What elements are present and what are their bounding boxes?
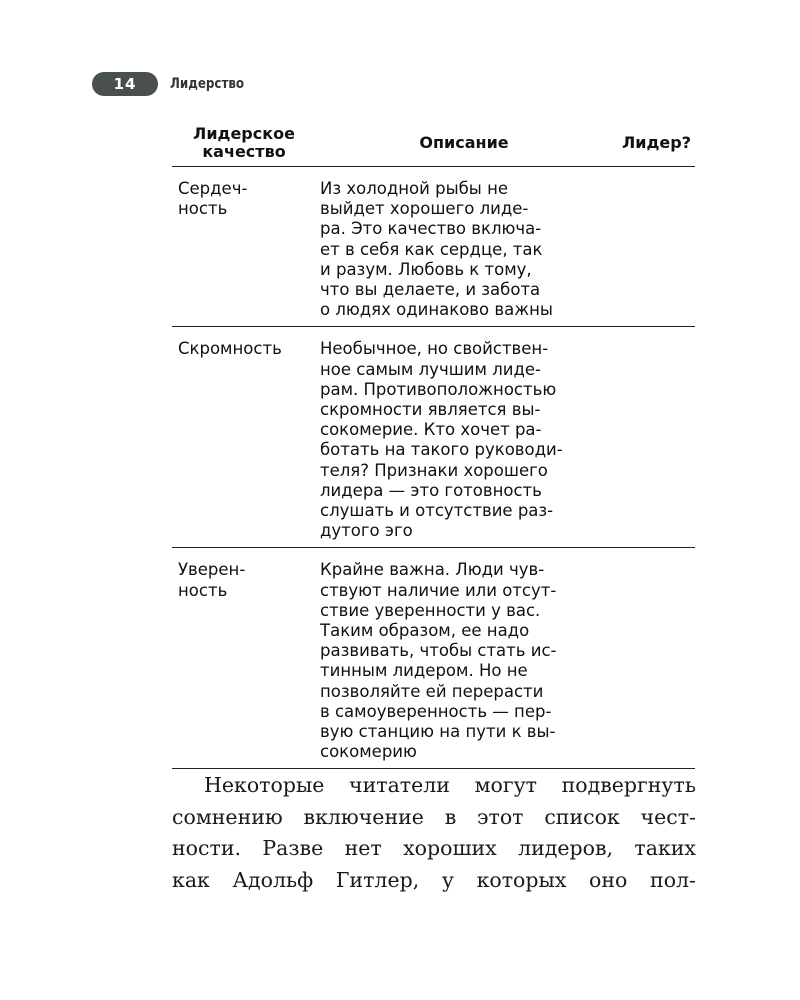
running-title: Лидерство <box>170 76 245 92</box>
body-line: сомнению включение в этот список чест- <box>172 804 696 829</box>
description-line: теля? Признаки хорошего <box>320 460 548 480</box>
body-line: ности. Разве нет хороших лидеров, таких <box>172 836 696 860</box>
description-line: ботать на такого руководи- <box>320 440 563 460</box>
leader-cell <box>612 167 695 327</box>
description-line: слушать и отсутствие раз- <box>320 501 554 521</box>
page-number-badge: 14 <box>92 72 158 96</box>
table-row <box>172 548 695 769</box>
quality-cell <box>172 167 316 327</box>
header-leader: Лидер? <box>612 120 695 167</box>
table-header-row <box>172 120 695 167</box>
description-cell <box>316 548 612 769</box>
description-line: и разум. Любовь к тому, <box>320 259 532 279</box>
quality-line: ность <box>178 580 228 600</box>
description-line: скромности является вы- <box>320 400 541 420</box>
description-line: Необычное, но свойствен- <box>320 339 549 359</box>
header-quality-line: Лидерское <box>193 124 295 143</box>
header-quality-line: качество <box>202 142 286 161</box>
table-row <box>172 327 695 548</box>
description-line: тинным лидером. Но не <box>320 661 528 681</box>
description-line: развивать, чтобы стать ис- <box>320 641 557 661</box>
description-cell <box>316 167 612 327</box>
quality-line: Уверен- <box>178 560 246 580</box>
leadership-qualities-table <box>172 120 695 769</box>
description-line: ра. Это качество включа- <box>320 219 542 239</box>
quality-cell <box>172 548 316 769</box>
quality-line: ность <box>178 199 228 219</box>
leader-cell <box>612 327 695 548</box>
page-header <box>92 71 257 97</box>
quality-line: Скромность <box>178 339 282 359</box>
description-line: о людях одинаково важны <box>320 300 553 320</box>
quality-line: Сердеч- <box>178 179 248 198</box>
description-cell <box>316 327 612 548</box>
quality-cell <box>172 327 316 548</box>
description-line: Таким образом, ее надо <box>320 621 530 641</box>
description-line: лидера — это готовность <box>320 480 542 500</box>
description-line: дутого эго <box>320 521 413 541</box>
description-line: ствие уверенности у вас. <box>320 600 541 620</box>
description-line: в самоуверенность — пер- <box>320 701 552 721</box>
description-line: ное самым лучшим лиде- <box>320 359 541 379</box>
header-quality <box>172 120 316 167</box>
leader-cell <box>612 548 695 769</box>
description-line: ствуют наличие или отсут- <box>320 580 557 600</box>
table-row <box>172 167 695 327</box>
body-line: как Адольф Гитлер, у которых оно пол- <box>172 867 696 892</box>
body-line: Некоторые читатели могут подвергнуть <box>204 773 696 797</box>
description-line: ет в себя как сердце, так <box>320 239 543 259</box>
description-line: рам. Противоположностью <box>320 379 557 399</box>
description-line: Крайне важна. Люди чув- <box>320 560 545 580</box>
description-line: Из холодной рыбы не <box>320 179 509 198</box>
description-line: позволяйте ей перерасти <box>320 681 544 701</box>
body-paragraph <box>172 770 696 896</box>
description-line: сокомерию <box>320 742 417 762</box>
description-line: выйдет хорошего лиде- <box>320 199 529 219</box>
description-line: сокомерие. Кто хочет ра- <box>320 420 542 440</box>
header-description: Описание <box>316 120 612 167</box>
description-line: вую станцию на пути к вы- <box>320 722 556 742</box>
description-line: что вы делаете, и забота <box>320 280 541 300</box>
